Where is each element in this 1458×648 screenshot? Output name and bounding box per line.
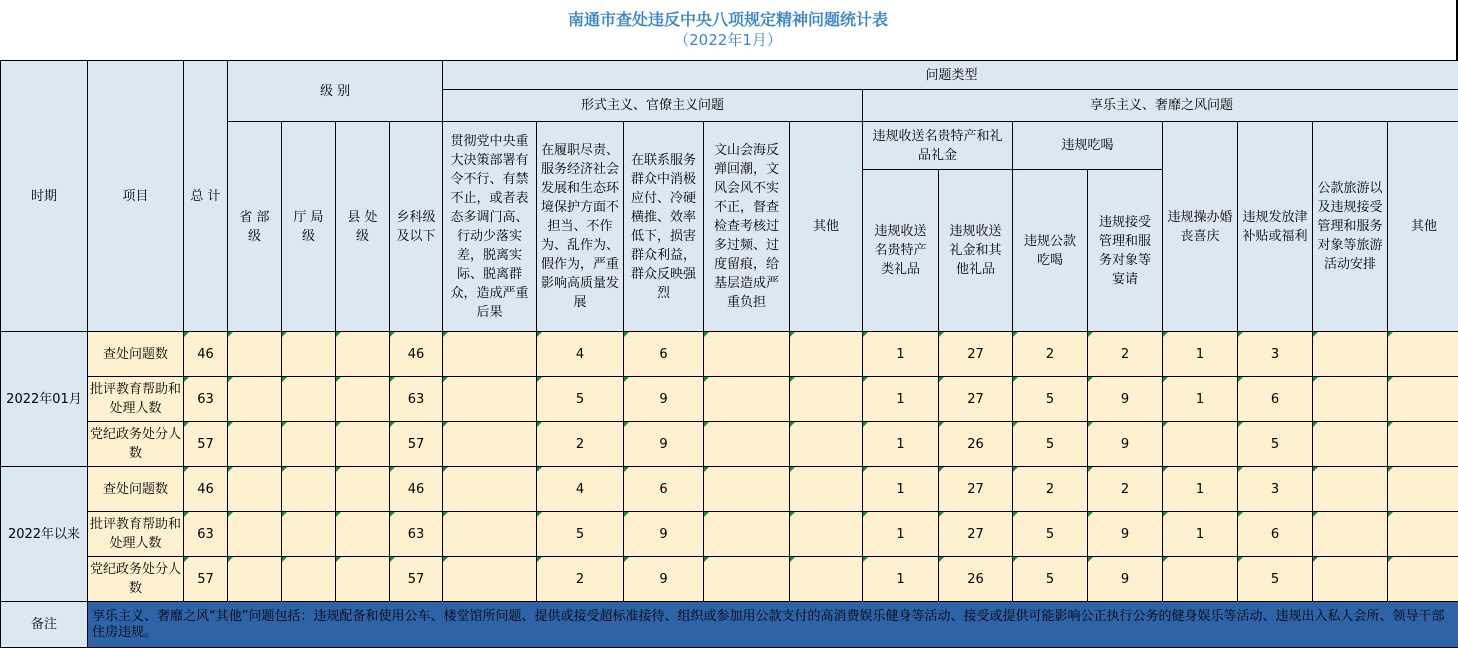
value-cell: 2 (1088, 332, 1163, 377)
row-item-label: 查处问题数 (88, 332, 184, 377)
page-title: 南通市查处违反中央八项规定精神问题统计表 (567, 10, 888, 29)
value-cell: 5 (1013, 557, 1088, 602)
value-cell (704, 332, 790, 377)
level-cell: 46 (390, 467, 443, 512)
header-formalism-other: 其他 (790, 122, 863, 332)
level-cell (282, 557, 336, 602)
note-label: 备注 (1, 602, 88, 648)
level-cell (282, 332, 336, 377)
table-row (1, 557, 1458, 602)
value-cell: 5 (1013, 512, 1088, 557)
value-cell (790, 332, 863, 377)
value-cell: 5 (537, 512, 624, 557)
header-problem-type: 问题类型 (443, 61, 1458, 90)
level-cell: 63 (390, 377, 443, 422)
level-cell (282, 377, 336, 422)
value-cell (790, 467, 863, 512)
header-formalism-service: 在联系服务群众中消极应付、冷硬横推、效率低下，损害群众利益，群众反映强烈 (624, 122, 704, 332)
value-cell: 6 (624, 332, 704, 377)
value-cell (1313, 467, 1388, 512)
value-cell (1388, 467, 1458, 512)
level-cell (336, 422, 390, 467)
value-cell: 1 (863, 377, 939, 422)
value-cell (704, 467, 790, 512)
value-cell: 26 (939, 422, 1013, 467)
value-cell: 2 (537, 422, 624, 467)
value-cell: 1 (863, 422, 939, 467)
value-cell (1388, 422, 1458, 467)
value-cell: 4 (537, 467, 624, 512)
level-cell: 46 (390, 332, 443, 377)
value-cell (443, 377, 537, 422)
value-cell: 5 (1013, 422, 1088, 467)
value-cell: 27 (939, 467, 1013, 512)
value-cell (1388, 557, 1458, 602)
header-formalism-decision: 贯彻党中央重大决策部署有令不行、有禁不止，或者表态多调门高、行动少落实差，脱离实际、脱离群众，造成严重后果 (443, 122, 537, 332)
value-cell: 27 (939, 332, 1013, 377)
value-cell: 9 (624, 377, 704, 422)
level-cell (336, 512, 390, 557)
level-cell (282, 512, 336, 557)
level-cell (228, 512, 282, 557)
value-cell: 3 (1238, 467, 1313, 512)
header-eat-public: 违规公款吃喝 (1013, 170, 1088, 332)
row-total: 63 (184, 512, 228, 557)
value-cell: 5 (1238, 422, 1313, 467)
level-cell: 63 (390, 512, 443, 557)
row-item-label: 批评教育帮助和处理人数 (88, 377, 184, 422)
value-cell: 1 (863, 467, 939, 512)
value-cell: 9 (1088, 422, 1163, 467)
value-cell (1313, 377, 1388, 422)
value-cell: 1 (863, 332, 939, 377)
value-cell (704, 422, 790, 467)
header-formalism-meetings: 文山会海反弹回潮，文风会风不实不正，督查检查考核过多过频、过度留痕，给基层造成严重负担 (704, 122, 790, 332)
value-cell: 1 (1163, 332, 1238, 377)
value-cell: 9 (1088, 512, 1163, 557)
level-cell (228, 557, 282, 602)
header-level-township: 乡科级 及以下 (390, 122, 443, 332)
value-cell: 2 (1088, 467, 1163, 512)
header-wedding-funeral: 违规操办婚丧喜庆 (1163, 122, 1238, 332)
value-cell: 5 (1013, 377, 1088, 422)
row-item-label: 批评教育帮助和处理人数 (88, 512, 184, 557)
row-total: 57 (184, 557, 228, 602)
row-total: 63 (184, 377, 228, 422)
table-row (1, 467, 1458, 512)
level-cell (282, 422, 336, 467)
value-cell: 9 (1088, 377, 1163, 422)
row-item-label: 党纪政务处分人数 (88, 422, 184, 467)
value-cell (1163, 557, 1238, 602)
level-cell (228, 332, 282, 377)
row-item-label: 党纪政务处分人数 (88, 557, 184, 602)
data-body (1, 332, 1458, 602)
header-eat-banquet: 违规接受管理和服务对象等宴请 (1088, 170, 1163, 332)
value-cell: 2 (1013, 467, 1088, 512)
row-total: 57 (184, 422, 228, 467)
value-cell: 27 (939, 512, 1013, 557)
value-cell (1388, 332, 1458, 377)
value-cell (443, 467, 537, 512)
value-cell: 27 (939, 377, 1013, 422)
header-hedonism: 享乐主义、奢靡之风问题 (863, 90, 1458, 122)
value-cell (790, 422, 863, 467)
value-cell: 9 (624, 512, 704, 557)
level-cell (336, 332, 390, 377)
level-cell (282, 467, 336, 512)
value-cell (1313, 557, 1388, 602)
value-cell (1313, 512, 1388, 557)
header-travel: 公款旅游以及违规接受管理和服务对象等旅游活动安排 (1313, 122, 1388, 332)
value-cell: 1 (1163, 377, 1238, 422)
header-level-bureau: 厅 局 级 (282, 122, 336, 332)
value-cell: 9 (624, 557, 704, 602)
value-cell (1388, 377, 1458, 422)
value-cell (790, 557, 863, 602)
value-cell (790, 377, 863, 422)
header-level: 级 别 (228, 61, 443, 122)
table-row (1, 512, 1458, 557)
value-cell (443, 557, 537, 602)
value-cell (443, 422, 537, 467)
title-block (0, 0, 1458, 60)
value-cell: 9 (1088, 557, 1163, 602)
value-cell (443, 332, 537, 377)
value-cell: 9 (624, 422, 704, 467)
value-cell (1313, 332, 1388, 377)
level-cell: 57 (390, 422, 443, 467)
header-gift-group: 违规收送名贵特产和礼品礼金 (863, 122, 1013, 170)
row-total: 46 (184, 467, 228, 512)
period-label: 2022年以来 (1, 467, 88, 602)
value-cell: 6 (624, 467, 704, 512)
level-cell (228, 377, 282, 422)
note-text: 享乐主义、奢靡之风“其他”问题包括：违规配备和使用公车、楼堂馆所问题、提供或接受超标准接待、组织或参加用公款支付的高消费娱乐健身等活动、接受或提供可能影响公正执行公务的健身娱乐等活动、违规出入私人会所、领导干部住房违规。 (88, 602, 1458, 648)
level-cell (336, 467, 390, 512)
row-total: 46 (184, 332, 228, 377)
value-cell (790, 512, 863, 557)
page-subtitle: （2022年1月） (674, 31, 782, 49)
level-cell: 57 (390, 557, 443, 602)
value-cell: 4 (537, 332, 624, 377)
header-gift-cash: 违规收送礼金和其他礼品 (939, 170, 1013, 332)
level-cell (336, 557, 390, 602)
row-item-label: 查处问题数 (88, 467, 184, 512)
value-cell: 6 (1238, 512, 1313, 557)
table-row (1, 422, 1458, 467)
header-hedonism-other: 其他 (1388, 122, 1458, 332)
value-cell: 2 (1013, 332, 1088, 377)
value-cell: 2 (537, 557, 624, 602)
value-cell: 26 (939, 557, 1013, 602)
value-cell: 5 (1238, 557, 1313, 602)
level-cell (228, 467, 282, 512)
header-eat-group: 违规吃喝 (1013, 122, 1163, 170)
header-subsidy: 违规发放津补贴或福利 (1238, 122, 1313, 332)
table-row (1, 332, 1458, 377)
table-row (1, 377, 1458, 422)
header-period: 时期 (1, 61, 88, 332)
value-cell (443, 512, 537, 557)
value-cell: 1 (1163, 512, 1238, 557)
level-cell (336, 377, 390, 422)
value-cell: 1 (1163, 467, 1238, 512)
stats-table (0, 60, 1458, 648)
header-item: 项目 (88, 61, 184, 332)
value-cell (704, 377, 790, 422)
value-cell: 1 (863, 512, 939, 557)
header-formalism-duty: 在履职尽责、服务经济社会发展和生态环境保护方面不担当、不作为、乱作为、假作为，严重影响高质量发展 (537, 122, 624, 332)
value-cell (704, 512, 790, 557)
value-cell (1388, 512, 1458, 557)
header-formalism: 形式主义、官僚主义问题 (443, 90, 863, 122)
header-level-province: 省 部 级 (228, 122, 282, 332)
value-cell (1163, 422, 1238, 467)
value-cell (704, 557, 790, 602)
value-cell: 3 (1238, 332, 1313, 377)
period-label: 2022年01月 (1, 332, 88, 467)
level-cell (228, 422, 282, 467)
value-cell: 6 (1238, 377, 1313, 422)
header-level-county: 县 处 级 (336, 122, 390, 332)
value-cell (1313, 422, 1388, 467)
header-gift-specialty: 违规收送名贵特产类礼品 (863, 170, 939, 332)
header-total: 总 计 (184, 61, 228, 332)
value-cell: 1 (863, 557, 939, 602)
value-cell: 5 (537, 377, 624, 422)
